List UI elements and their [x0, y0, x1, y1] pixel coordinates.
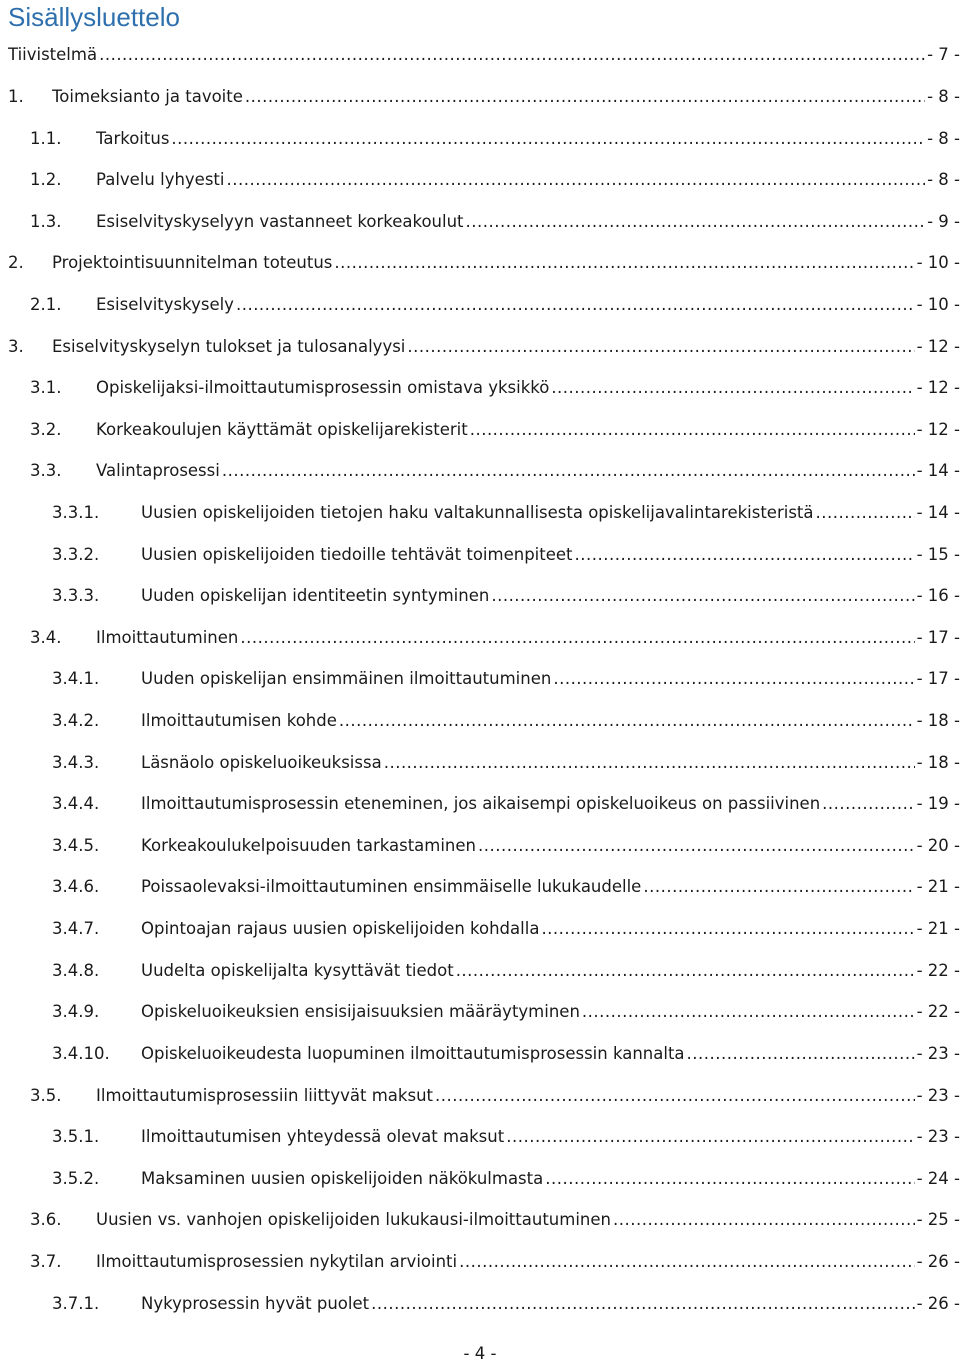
- toc-entry-line: [141, 1294, 960, 1313]
- toc-dot-leader: [553, 669, 914, 688]
- toc-entry[interactable]: [0, 783, 960, 825]
- toc-entry-title: Uusien opiskelijoiden tiedoille tehtävät toimenpiteet: [141, 544, 573, 564]
- toc-entry-title: Opiskeluoikeudesta luopuminen ilmoittautumisprosessin kannalta: [141, 1043, 685, 1063]
- toc-entry[interactable]: [0, 1116, 960, 1158]
- toc-entry-page: - 25 -: [916, 1210, 960, 1230]
- toc-entry-number: 3.3.2.: [52, 544, 100, 564]
- toc-entry-title: Ilmoittautumisprosessien nykytilan arviointi: [96, 1251, 458, 1271]
- toc-entry-page: - 22 -: [916, 960, 960, 980]
- toc-dot-leader: [643, 877, 914, 896]
- toc-entry-line: [96, 212, 960, 231]
- table-of-contents: [0, 34, 960, 1324]
- toc-entry-title: Esiselvityskysely: [96, 294, 234, 314]
- toc-entry-page: - 10 -: [916, 294, 960, 314]
- toc-dot-leader: [582, 1002, 915, 1021]
- toc-entry-line: [8, 45, 960, 64]
- toc-entry-page: - 18 -: [916, 711, 960, 731]
- toc-entry-line: [96, 1210, 960, 1229]
- toc-dot-leader: [545, 1169, 914, 1188]
- toc-dot-leader: [466, 212, 926, 231]
- toc-entry-line: [96, 420, 960, 439]
- toc-dot-leader: [470, 420, 915, 439]
- toc-entry-title: Poissaolevaksi-ilmoittautuminen ensimmäiselle lukukaudelle: [141, 877, 642, 897]
- toc-entry-number: 3.4.10.: [52, 1043, 110, 1063]
- toc-entry-line: [141, 711, 960, 730]
- toc-entry[interactable]: [0, 367, 960, 409]
- toc-dot-leader: [822, 794, 914, 813]
- toc-dot-leader: [226, 170, 925, 189]
- toc-entry-number: 3.4.9.: [52, 1002, 100, 1022]
- toc-entry-title: Esiselvityskyselyn tulokset ja tulosanalyysi: [52, 336, 406, 356]
- toc-entry-line: [141, 1169, 960, 1188]
- toc-entry-number: 1.2.: [30, 170, 62, 190]
- toc-entry[interactable]: [0, 575, 960, 617]
- toc-entry[interactable]: [0, 1157, 960, 1199]
- toc-entry-number: 3.5.: [30, 1085, 62, 1105]
- toc-entry[interactable]: [0, 908, 960, 950]
- toc-entry-number: 3.4.7.: [52, 919, 100, 939]
- toc-entry-line: [141, 794, 960, 813]
- toc-entry-page: - 22 -: [916, 1002, 960, 1022]
- toc-entry-page: - 8 -: [927, 128, 960, 148]
- toc-entry-line: [52, 337, 960, 356]
- toc-entry-page: - 10 -: [916, 253, 960, 273]
- toc-entry-line: [141, 961, 960, 980]
- toc-entry-line: [141, 836, 960, 855]
- toc-entry-line: [141, 919, 960, 938]
- toc-entry-page: - 12 -: [916, 378, 960, 398]
- toc-entry-page: - 16 -: [916, 586, 960, 606]
- toc-entry-title: Tiivistelmä: [8, 45, 98, 65]
- toc-entry-number: 2.: [8, 253, 24, 273]
- page-title: Sisällysluettelo: [8, 2, 180, 32]
- toc-entry-number: 3.6.: [30, 1210, 62, 1230]
- toc-entry-page: - 9 -: [927, 211, 960, 231]
- toc-entry-page: - 17 -: [916, 669, 960, 689]
- toc-entry-number: 3.5.1.: [52, 1127, 100, 1147]
- toc-entry-line: [141, 1002, 960, 1021]
- toc-entry-title: Ilmoittautumisprosessin eteneminen, jos aikaisempi opiskeluoikeus on passiivinen: [141, 794, 821, 814]
- toc-dot-leader: [236, 295, 915, 314]
- toc-entry[interactable]: [0, 325, 960, 367]
- toc-entry-number: 3.3.: [30, 461, 62, 481]
- toc-entry-title: Opiskelijaksi-ilmoittautumisprosessin omistava yksikkö: [96, 378, 550, 398]
- toc-entry[interactable]: [0, 658, 960, 700]
- toc-dot-leader: [575, 545, 915, 564]
- toc-dot-leader: [459, 1252, 914, 1271]
- toc-entry[interactable]: [0, 949, 960, 991]
- toc-entry-page: - 23 -: [916, 1043, 960, 1063]
- toc-entry-page: - 23 -: [916, 1127, 960, 1147]
- toc-dot-leader: [541, 919, 914, 938]
- toc-dot-leader: [478, 836, 915, 855]
- toc-entry[interactable]: [0, 117, 960, 159]
- toc-entry-line: [141, 877, 960, 896]
- toc-entry-page: - 15 -: [916, 544, 960, 564]
- toc-entry[interactable]: [0, 1033, 960, 1075]
- toc-dot-leader: [240, 628, 914, 647]
- toc-entry-page: - 8 -: [927, 86, 960, 106]
- toc-entry-title: Uusien vs. vanhojen opiskelijoiden lukukausi-ilmoittautuminen: [96, 1210, 611, 1230]
- toc-entry-line: [141, 753, 960, 772]
- toc-entry-title: Esiselvityskyselyyn vastanneet korkeakoulut: [96, 211, 464, 231]
- toc-entry-line: [96, 170, 960, 189]
- toc-dot-leader: [613, 1210, 915, 1229]
- toc-dot-leader: [491, 586, 914, 605]
- toc-entry-line: [96, 378, 960, 397]
- toc-entry[interactable]: [0, 408, 960, 450]
- toc-entry[interactable]: [0, 1241, 960, 1283]
- toc-entry[interactable]: [0, 200, 960, 242]
- toc-entry-line: [96, 461, 960, 480]
- toc-entry-number: 3.: [8, 336, 24, 356]
- toc-dot-leader: [506, 1127, 914, 1146]
- toc-entry-line: [141, 1127, 960, 1146]
- toc-entry-title: Maksaminen uusien opiskelijoiden näkökulmasta: [141, 1168, 544, 1188]
- toc-entry-line: [141, 586, 960, 605]
- toc-entry-number: 3.2.: [30, 419, 62, 439]
- toc-entry-page: - 18 -: [916, 752, 960, 772]
- toc-entry-number: 3.1.: [30, 378, 62, 398]
- toc-entry-number: 3.4.4.: [52, 794, 100, 814]
- toc-entry-line: [141, 503, 960, 522]
- toc-entry[interactable]: [0, 159, 960, 201]
- toc-dot-leader: [435, 1086, 915, 1105]
- toc-dot-leader: [99, 45, 925, 64]
- toc-entry[interactable]: [0, 492, 960, 534]
- toc-entry-number: 3.7.1.: [52, 1293, 100, 1313]
- toc-entry[interactable]: [0, 34, 960, 76]
- toc-entry-title: Ilmoittautumisprosessiin liittyvät maksut: [96, 1085, 434, 1105]
- toc-entry[interactable]: [0, 1199, 960, 1241]
- toc-dot-leader: [222, 461, 915, 480]
- toc-dot-leader: [456, 961, 915, 980]
- toc-entry-number: 3.3.1.: [52, 503, 100, 522]
- toc-entry-page: - 12 -: [916, 419, 960, 439]
- page-number: - 4 -: [463, 1344, 497, 1363]
- toc-entry-title: Uuden opiskelijan ensimmäinen ilmoittautuminen: [141, 669, 552, 689]
- toc-entry-line: [141, 1044, 960, 1063]
- toc-entry[interactable]: [0, 1282, 960, 1324]
- toc-entry-page: - 24 -: [916, 1168, 960, 1188]
- toc-dot-leader: [171, 129, 925, 148]
- toc-entry-number: 3.5.2.: [52, 1168, 100, 1188]
- toc-entry[interactable]: [0, 284, 960, 326]
- toc-entry-page: - 8 -: [927, 170, 960, 190]
- toc-entry-title: Tarkoitus: [96, 128, 170, 148]
- toc-entry-line: [52, 253, 960, 272]
- toc-entry-title: Ilmoittautumisen kohde: [141, 711, 337, 731]
- toc-entry-title: Opintoajan rajaus uusien opiskelijoiden kohdalla: [141, 919, 540, 939]
- toc-entry-page: - 17 -: [916, 627, 960, 647]
- toc-entry-line: [96, 1086, 960, 1105]
- toc-entry-line: [141, 669, 960, 688]
- toc-entry-title: Toimeksianto ja tavoite: [52, 86, 243, 106]
- toc-entry-title: Korkeakoulukelpoisuuden tarkastaminen: [141, 835, 477, 855]
- toc-entry[interactable]: [0, 991, 960, 1033]
- toc-entry-line: [96, 1252, 960, 1271]
- toc-dot-leader: [816, 503, 915, 522]
- toc-entry-title: Ilmoittautumisen yhteydessä olevat maksut: [141, 1127, 505, 1147]
- toc-entry-title: Valintaprosessi: [96, 461, 220, 481]
- toc-entry-number: 2.1.: [30, 294, 62, 314]
- toc-entry-page: - 14 -: [916, 503, 960, 522]
- toc-entry[interactable]: [0, 1074, 960, 1116]
- toc-entry-title: Korkeakoulujen käyttämät opiskelijarekisterit: [96, 419, 468, 439]
- toc-entry-number: 3.4.8.: [52, 960, 100, 980]
- toc-entry-page: - 19 -: [916, 794, 960, 814]
- toc-entry-number: 3.4.3.: [52, 752, 100, 772]
- toc-entry-page: - 20 -: [916, 835, 960, 855]
- toc-entry-page: - 26 -: [916, 1293, 960, 1313]
- toc-entry-title: Opiskeluoikeuksien ensisijaisuuksien määräytyminen: [141, 1002, 580, 1022]
- toc-entry-page: - 12 -: [916, 336, 960, 356]
- toc-entry[interactable]: [0, 866, 960, 908]
- toc-entry-number: 3.4.5.: [52, 835, 100, 855]
- toc-entry-number: 3.3.3.: [52, 586, 100, 606]
- toc-entry[interactable]: [0, 825, 960, 867]
- toc-entry-number: 1.: [8, 86, 24, 106]
- toc-entry[interactable]: [0, 533, 960, 575]
- toc-entry-title: Uusien opiskelijoiden tietojen haku valtakunnallisesta opiskelijavalintarekisteristä: [141, 503, 814, 522]
- toc-dot-leader: [334, 253, 914, 272]
- toc-entry[interactable]: [0, 700, 960, 742]
- toc-entry-line: [96, 628, 960, 647]
- toc-entry-page: - 21 -: [916, 919, 960, 939]
- toc-entry-page: - 23 -: [916, 1085, 960, 1105]
- toc-entry-line: [52, 87, 960, 106]
- toc-entry-number: 3.4.1.: [52, 669, 100, 689]
- toc-entry-page: - 21 -: [916, 877, 960, 897]
- toc-entry-title: Palvelu lyhyesti: [96, 170, 225, 190]
- toc-entry-number: 1.1.: [30, 128, 62, 148]
- toc-dot-leader: [245, 87, 925, 106]
- toc-entry-number: 3.4.: [30, 627, 62, 647]
- toc-dot-leader: [384, 753, 915, 772]
- toc-entry-title: Läsnäolo opiskeluoikeuksissa: [141, 752, 382, 772]
- toc-entry[interactable]: [0, 450, 960, 492]
- toc-entry[interactable]: [0, 76, 960, 118]
- toc-entry-line: [96, 295, 960, 314]
- toc-dot-leader: [687, 1044, 915, 1063]
- toc-entry-number: 3.7.: [30, 1251, 62, 1271]
- toc-entry[interactable]: [0, 617, 960, 659]
- toc-entry-line: [141, 545, 960, 564]
- toc-dot-leader: [551, 378, 914, 397]
- toc-entry-title: Nykyprosessin hyvät puolet: [141, 1293, 370, 1313]
- toc-entry-title: Uuden opiskelijan identiteetin syntyminen: [141, 586, 490, 606]
- toc-entry-title: Uudelta opiskelijalta kysyttävät tiedot: [141, 960, 454, 980]
- toc-entry-page: - 7 -: [927, 45, 960, 65]
- toc-entry-number: 3.4.6.: [52, 877, 100, 897]
- toc-entry-number: 3.4.2.: [52, 711, 100, 731]
- toc-dot-leader: [339, 711, 915, 730]
- toc-entry-number: 1.3.: [30, 211, 62, 231]
- toc-entry-line: [96, 129, 960, 148]
- toc-dot-leader: [371, 1294, 914, 1313]
- toc-dot-leader: [407, 337, 914, 356]
- toc-entry[interactable]: [0, 741, 960, 783]
- toc-entry-title: Projektointisuunnitelman toteutus: [52, 253, 333, 273]
- toc-entry-page: - 26 -: [916, 1251, 960, 1271]
- toc-entry-title: Ilmoittautuminen: [96, 627, 239, 647]
- toc-entry-page: - 14 -: [916, 461, 960, 481]
- toc-entry[interactable]: [0, 242, 960, 284]
